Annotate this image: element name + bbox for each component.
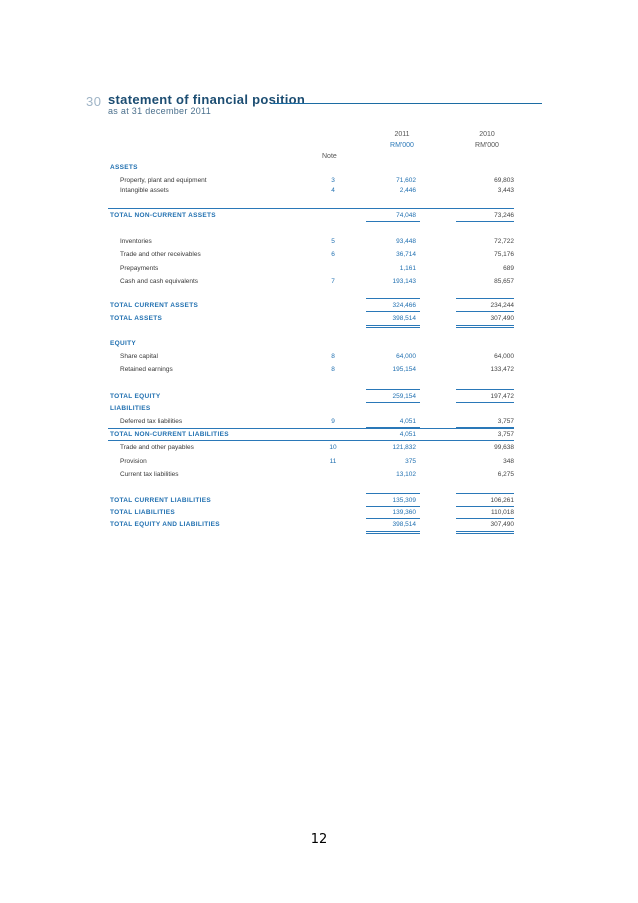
value-2010: 72,722 [494, 238, 514, 245]
year-2010: 2010 [479, 131, 495, 138]
value-2011: 4,051 [399, 431, 416, 438]
value-2010: 133,472 [490, 366, 514, 373]
column-rule [366, 533, 420, 534]
row-label: TOTAL ASSETS [110, 315, 163, 322]
value-2010: 106,261 [490, 497, 514, 504]
value-2010: 689 [503, 265, 514, 272]
column-rule [456, 327, 514, 328]
value-2011: 36,714 [396, 251, 416, 258]
row-note: 10 [329, 444, 337, 451]
value-2010: 85,657 [494, 278, 514, 285]
table-rule [108, 208, 514, 209]
row-label: TOTAL LIABILITIES [110, 509, 176, 516]
statement-title: statement of financial position [108, 92, 306, 107]
row-note: 8 [331, 366, 335, 373]
note-column-header: Note [322, 153, 337, 160]
value-2010: 110,018 [490, 509, 514, 516]
column-rule [456, 208, 514, 209]
table-rule [108, 428, 514, 429]
value-2011: 64,000 [396, 353, 416, 360]
value-2010: 234,244 [490, 302, 514, 309]
row-label: TOTAL NON-CURRENT LIABILITIES [110, 431, 229, 438]
column-rule [366, 325, 420, 326]
value-2011: 195,154 [392, 366, 416, 373]
table-row [0, 418, 638, 428]
row-label: TOTAL EQUITY AND LIABILITIES [110, 521, 220, 528]
value-2011: 4,051 [399, 418, 416, 425]
value-2010: 64,000 [494, 353, 514, 360]
table-row [0, 353, 638, 363]
total-row [0, 302, 638, 312]
row-note: 6 [331, 251, 335, 258]
row-label: Current tax liabilities [120, 471, 179, 478]
value-2010: 3,757 [497, 418, 514, 425]
row-label: TOTAL EQUITY [110, 393, 161, 400]
column-rule [366, 327, 420, 328]
total-row [0, 509, 638, 519]
column-rule [456, 531, 514, 532]
row-note: 8 [331, 353, 335, 360]
value-2011: 13,102 [396, 471, 416, 478]
value-2011: 71,602 [396, 177, 416, 184]
column-rule [366, 208, 420, 209]
value-2010: 6,275 [497, 471, 514, 478]
row-label: Deferred tax liabilities [120, 418, 183, 425]
year-2011: 2011 [394, 131, 410, 138]
unit-2010: RM'000 [475, 142, 499, 149]
column-rule [456, 506, 514, 507]
column-rule [456, 402, 514, 403]
column-rule [456, 533, 514, 534]
row-label: Provision [120, 458, 147, 465]
value-2011: 398,514 [392, 521, 416, 528]
value-2010: 3,757 [497, 431, 514, 438]
value-2011: 259,154 [392, 393, 416, 400]
column-rule [366, 531, 420, 532]
column-rule [366, 221, 420, 222]
value-2010: 3,443 [497, 187, 514, 194]
header-rule [272, 103, 542, 104]
table-row [0, 278, 638, 288]
row-label: TOTAL NON-CURRENT ASSETS [110, 212, 216, 219]
section-heading [0, 340, 638, 350]
row-note: 4 [331, 187, 335, 194]
value-2010: 307,490 [490, 521, 514, 528]
row-note: 9 [331, 418, 335, 425]
value-2010: 73,246 [494, 212, 514, 219]
column-rule [366, 402, 420, 403]
row-label: Prepayments [120, 265, 159, 272]
value-2010: 75,176 [494, 251, 514, 258]
row-label: LIABILITIES [110, 405, 151, 412]
column-rule [456, 298, 514, 299]
table-row [0, 366, 638, 376]
row-label: Cash and cash equivalents [120, 278, 199, 285]
table-row [0, 251, 638, 261]
footer-page-number: 12 [310, 832, 328, 847]
statement-date: as at 31 december 2011 [108, 106, 211, 116]
column-rule [366, 493, 420, 494]
table-row [0, 265, 638, 275]
column-rule [366, 311, 420, 312]
value-2011: 1,161 [399, 265, 416, 272]
table-row [0, 471, 638, 481]
value-2011: 135,309 [392, 497, 416, 504]
column-header-2011 [372, 131, 432, 149]
value-2011: 398,514 [392, 315, 416, 322]
total-row [0, 521, 638, 531]
row-label: Trade and other receivables [120, 251, 201, 258]
value-2011: 121,832 [392, 444, 416, 451]
row-label: TOTAL CURRENT LIABILITIES [110, 497, 212, 504]
table-row [0, 444, 638, 454]
value-2011: 2,446 [399, 187, 416, 194]
value-2010: 69,803 [494, 177, 514, 184]
row-label: ASSETS [110, 164, 138, 171]
row-label: Intangible assets [120, 187, 169, 194]
value-2011: 375 [405, 458, 416, 465]
column-rule [456, 221, 514, 222]
column-rule [366, 506, 420, 507]
value-2010: 348 [503, 458, 514, 465]
value-2010: 99,638 [494, 444, 514, 451]
column-rule [456, 389, 514, 390]
unit-2011: RM'000 [390, 142, 414, 149]
row-label: Inventories [120, 238, 152, 245]
total-row [0, 393, 638, 403]
column-rule [366, 389, 420, 390]
value-2011: 193,143 [392, 278, 416, 285]
table-rule [108, 440, 514, 441]
column-rule [456, 518, 514, 519]
row-label: Property, plant and equipment [120, 177, 207, 184]
row-note: 5 [331, 238, 335, 245]
row-label: EQUITY [110, 340, 136, 347]
column-rule [456, 311, 514, 312]
table-row [0, 238, 638, 248]
value-2010: 307,490 [490, 315, 514, 322]
total-row [0, 497, 638, 507]
row-label: Share capital [120, 353, 158, 360]
value-2011: 74,048 [396, 212, 416, 219]
row-label: Trade and other payables [120, 444, 194, 451]
total-row [0, 315, 638, 325]
section-heading [0, 164, 638, 174]
table-row [0, 177, 638, 187]
row-note: 11 [329, 458, 337, 465]
table-row [0, 458, 638, 468]
total-row [0, 212, 638, 222]
row-note: 3 [331, 177, 335, 184]
value-2011: 93,448 [396, 238, 416, 245]
column-header-2010 [457, 131, 517, 149]
column-rule [366, 298, 420, 299]
row-label: Retained earnings [120, 366, 173, 373]
column-rule [456, 493, 514, 494]
column-rule [366, 518, 420, 519]
column-rule [456, 325, 514, 326]
table-row [0, 187, 638, 197]
row-label: TOTAL CURRENT ASSETS [110, 302, 199, 309]
value-2010: 197,472 [490, 393, 514, 400]
report-page-number: 30 [86, 94, 102, 109]
value-2011: 324,466 [392, 302, 416, 309]
row-note: 7 [331, 278, 335, 285]
section-heading [0, 405, 638, 415]
value-2011: 139,360 [392, 509, 416, 516]
